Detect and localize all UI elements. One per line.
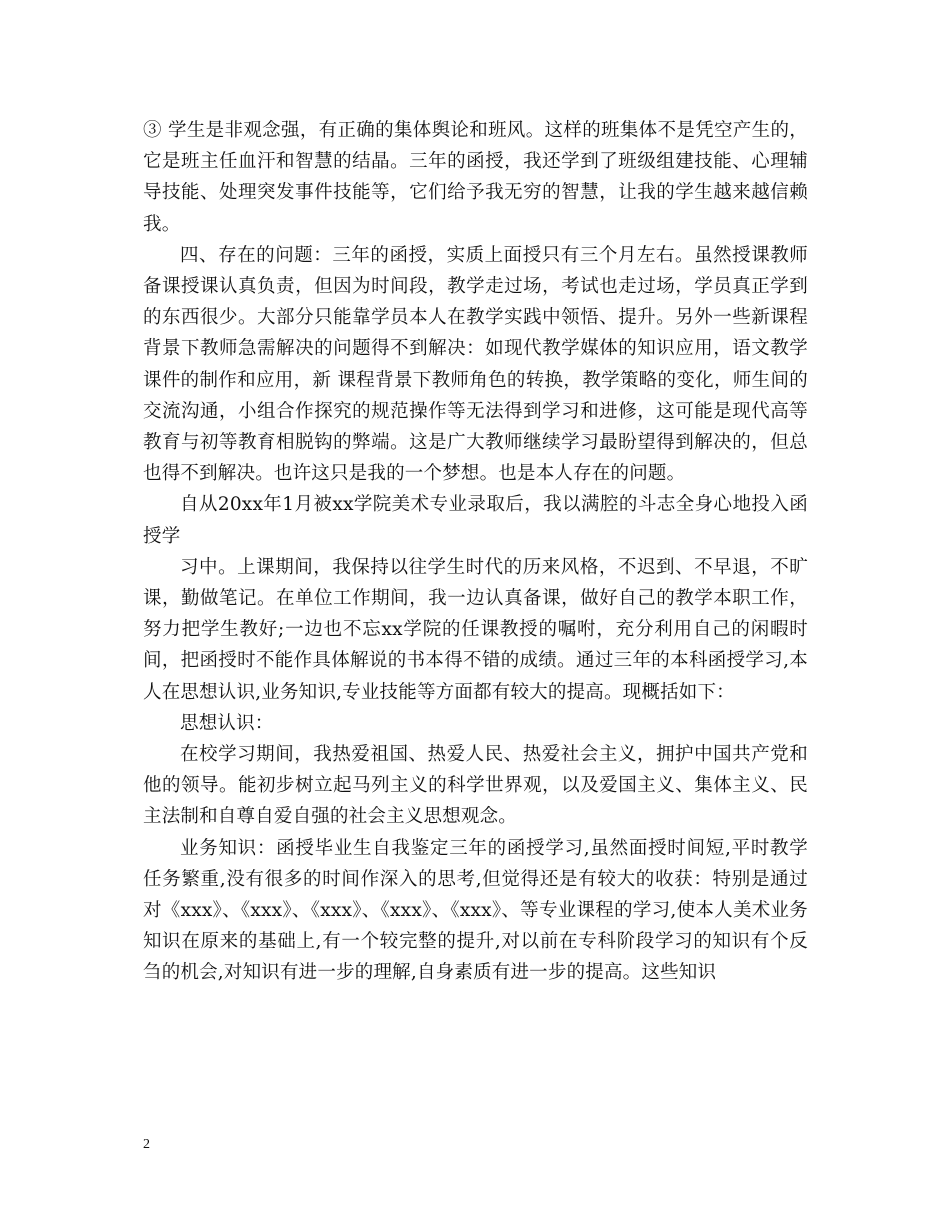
paragraph-4: 习中。上课期间，我保持以往学生时代的历来风格，不迟到、不早退，不旷课，勤做笔记。在单位工作期间，我一边认真备课，做好自己的教学本职工作，努力把学生教好;一边也不忘xx学院的任课教授的嘱咐，充分利用自己的闲暇时间，把函授时不能作具体解说的书本得不错的成绩。通过三年的本科函授学习,本人在思想认识,业务知识,专业技能等方面都有较大的提高。现概括如下：: [143, 556, 808, 703]
paragraph-2: 四、存在的问题：三年的函授，实质上面授只有三个月左右。虽然授课教师备课授课认真负责，但因为时间段，教学走过场，考试也走过场，学员真正学到的东西很少。大部分只能靠学员本人在教学实践中领悟、提升。另外一些新课程背景下教师急需解决的问题得不到解决：如现代教学媒体的知识应用，语文教学课件的制作和应用，新 课程背景下教师角色的转换，教学策略的变化，师生间的交流沟通，小组合作探究的规范操作等无法得到学习和进修，这可能是现代高等教育与初等教育相脱钩的弊端。这是广大教师继续学习最盼望得到解决的，但总也得不到解决。也许这只是我的一个梦想。也是本人存在的问题。: [143, 244, 808, 485]
paragraph-6: 在校学习期间，我热爱祖国、热爱人民、热爱社会主义，拥护中国共产党和他的领导。能初步树立起马列主义的科学世界观，以及爱国主义、集体主义、民主法制和自尊自爱自强的社会主义思想观念。: [143, 744, 808, 828]
paragraph-1: ③ 学生是非观念强，有正确的集体舆论和班风。这样的班集体不是凭空产生的，它是班主任血汗和智慧的结晶。三年的函授，我还学到了班级组建技能、心理辅导技能、处理突发事件技能等，它们给予我无穷的智慧，让我的学生越来越信赖我。: [143, 120, 808, 235]
paragraph-5-heading: 思想认识：: [180, 712, 274, 734]
body-text: [143, 115, 808, 989]
paragraph-3: 自从20xx年1月被xx学院美术专业录取后，我以满腔的斗志全身心地投入函授学: [143, 494, 808, 547]
page-number: 2: [143, 1137, 150, 1152]
paragraph-7: 业务知识：函授毕业生自我鉴定三年的函授学习,虽然面授时间短,平时教学任务繁重,没有很多的时间作深入的思考,但觉得还是有较大的收获：特别是通过对《xxx》、《xxx》、《xxx》、《xxx》、《xxx》、等专业课程的学习,使本人美术业务知识在原来的基础上,有一个较完整的提升,对以前在专科阶段学习的知识有个反刍的机会,对知识有进一步的理解,自身素质有进一步的提高。这些知识: [143, 837, 808, 984]
